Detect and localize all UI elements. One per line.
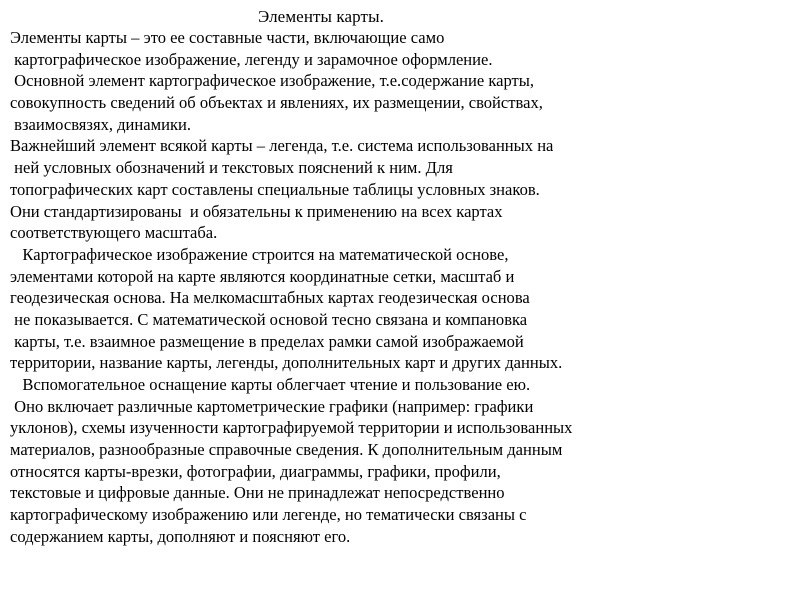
text-line: Элементы карты – это ее составные части, включающие само (10, 28, 445, 47)
text-line: карты, т.е. взаимное размещение в пределах рамки самой изображаемой (10, 331, 524, 351)
slide-title: Элементы карты. (258, 7, 384, 26)
text-line: совокупность сведений об объектах и явлениях, их размещении, свойствах, (10, 93, 543, 113)
text-line: уклонов), схемы изученности картографируемой территории и использованных (10, 418, 573, 438)
text-line: элементами которой на карте являются координатные сетки, масштаб и (10, 266, 515, 286)
text-line: Они стандартизированы и обязательны к применению на всех картах (10, 201, 503, 221)
text-line: Вспомогательное оснащение карты облегчает чтение и пользование ею. (10, 375, 531, 394)
text-line: ней условных обозначений и текстовых пояснений к ним. Для (10, 158, 453, 178)
text-line: относятся карты-врезки, фотографии, диаграммы, графики, профили, (10, 461, 501, 481)
text-line: территории, название карты, легенды, дополнительных карт и других данных. (10, 353, 563, 373)
text-line: Основной элемент картографическое изображение, т.е.содержание карты, (10, 71, 535, 91)
text-line: Картографическое изображение строится на математической основе, (10, 244, 509, 264)
text-line: Оно включает различные картометрические графики (например: графики (10, 396, 534, 416)
text-line: материалов, разнообразные справочные сведения. К дополнительным данным (10, 440, 563, 460)
text-line: топографических карт составлены специальные таблицы условных знаков. (10, 179, 540, 199)
body-text (10, 27, 800, 548)
text-line: содержанием карты, дополняют и поясняют его. (10, 526, 351, 546)
text-line: не показывается. С математической основой тесно связана и компановка (10, 309, 528, 329)
text-line: картографическое изображение, легенду и зарамочное оформление. (10, 49, 493, 69)
text-line: взаимосвязях, динамики. (10, 114, 191, 134)
text-line: геодезическая основа. На мелкомасштабных картах геодезическая основа (10, 288, 530, 308)
text-line: картографическому изображению или легенде, но тематически связаны с (10, 505, 527, 525)
text-line: Важнейший элемент всякой карты – легенда, т.е. система использованных на (10, 136, 554, 156)
text-line: текстовые и цифровые данные. Они не принадлежат непосредственно (10, 483, 505, 503)
text-line: соответствующего масштаба. (10, 223, 218, 243)
